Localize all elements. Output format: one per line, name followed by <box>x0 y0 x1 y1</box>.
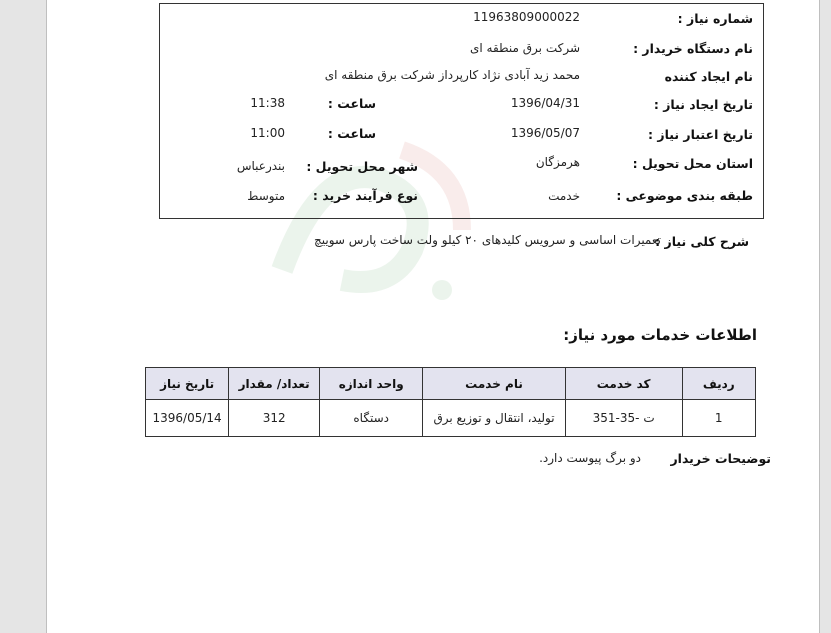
buyer-notes-value: دو برگ پیوست دارد. <box>539 451 641 465</box>
table-row <box>146 400 756 437</box>
process-type-label: نوع فرآیند خرید : <box>312 188 418 203</box>
need-number-label: شماره نیاز : <box>677 11 753 26</box>
cell-unit: دستگاه <box>320 400 423 437</box>
col-name-header: نام خدمت <box>423 368 566 400</box>
col-unit-header: واحد اندازه <box>320 368 423 400</box>
delivery-city-value: بندرعباس <box>236 159 285 173</box>
cell-row: 1 <box>682 400 756 437</box>
col-date-header: تاریخ نیاز <box>146 368 229 400</box>
cell-date: 1396/05/14 <box>146 400 229 437</box>
category-value: خدمت <box>548 189 580 203</box>
document-page <box>46 0 820 633</box>
creator-value: محمد زید آبادی نژاد کارپرداز شرکت برق منطقه ای <box>324 68 580 82</box>
table-header-row <box>146 368 756 400</box>
col-code-header: کد خدمت <box>565 368 682 400</box>
delivery-province-label: استان محل تحویل : <box>632 156 753 171</box>
created-time-value: 11:38 <box>250 96 285 110</box>
buyer-org-value: شرکت برق منطقه ای <box>469 41 580 55</box>
created-time-label: ساعت : <box>327 96 376 111</box>
validity-time-label: ساعت : <box>327 126 376 141</box>
process-type-value: متوسط <box>247 189 285 203</box>
buyer-notes-label: توضیحات خریدار <box>670 451 771 466</box>
created-date-value: 1396/04/31 <box>510 96 580 110</box>
services-section-title: اطلاعات خدمات مورد نیاز: <box>563 326 757 344</box>
request-details-box <box>159 3 764 219</box>
validity-date-label: تاریخ اعتبار نیاز : <box>648 127 753 142</box>
cell-name: تولید، انتقال و توزیع برق <box>423 400 566 437</box>
delivery-city-label: شهر محل تحویل : <box>306 159 418 174</box>
cell-code: ت -35-351 <box>565 400 682 437</box>
validity-date-value: 1396/05/07 <box>510 126 580 140</box>
cell-qty: 312 <box>229 400 320 437</box>
summary-label: شرح کلی نیاز : <box>655 234 749 249</box>
need-number-value: 1196380900002‌2 <box>473 10 580 24</box>
created-date-label: تاریخ ایجاد نیاز : <box>653 97 753 112</box>
buyer-org-label: نام دستگاه خریدار : <box>633 41 753 56</box>
category-label: طبقه بندی موضوعی : <box>616 188 753 203</box>
services-table <box>145 367 756 437</box>
col-qty-header: تعداد/ مقدار <box>229 368 320 400</box>
creator-label: نام ایجاد کننده <box>664 69 753 84</box>
summary-value: تعمیرات اساسی و سرویس کلیدهای ۲۰ کیلو ولت ساخت پارس سوییچ <box>313 233 661 247</box>
delivery-province-value: هرمزگان <box>535 155 580 169</box>
validity-time-value: 11:00 <box>250 126 285 140</box>
col-row-header: ردیف <box>682 368 756 400</box>
